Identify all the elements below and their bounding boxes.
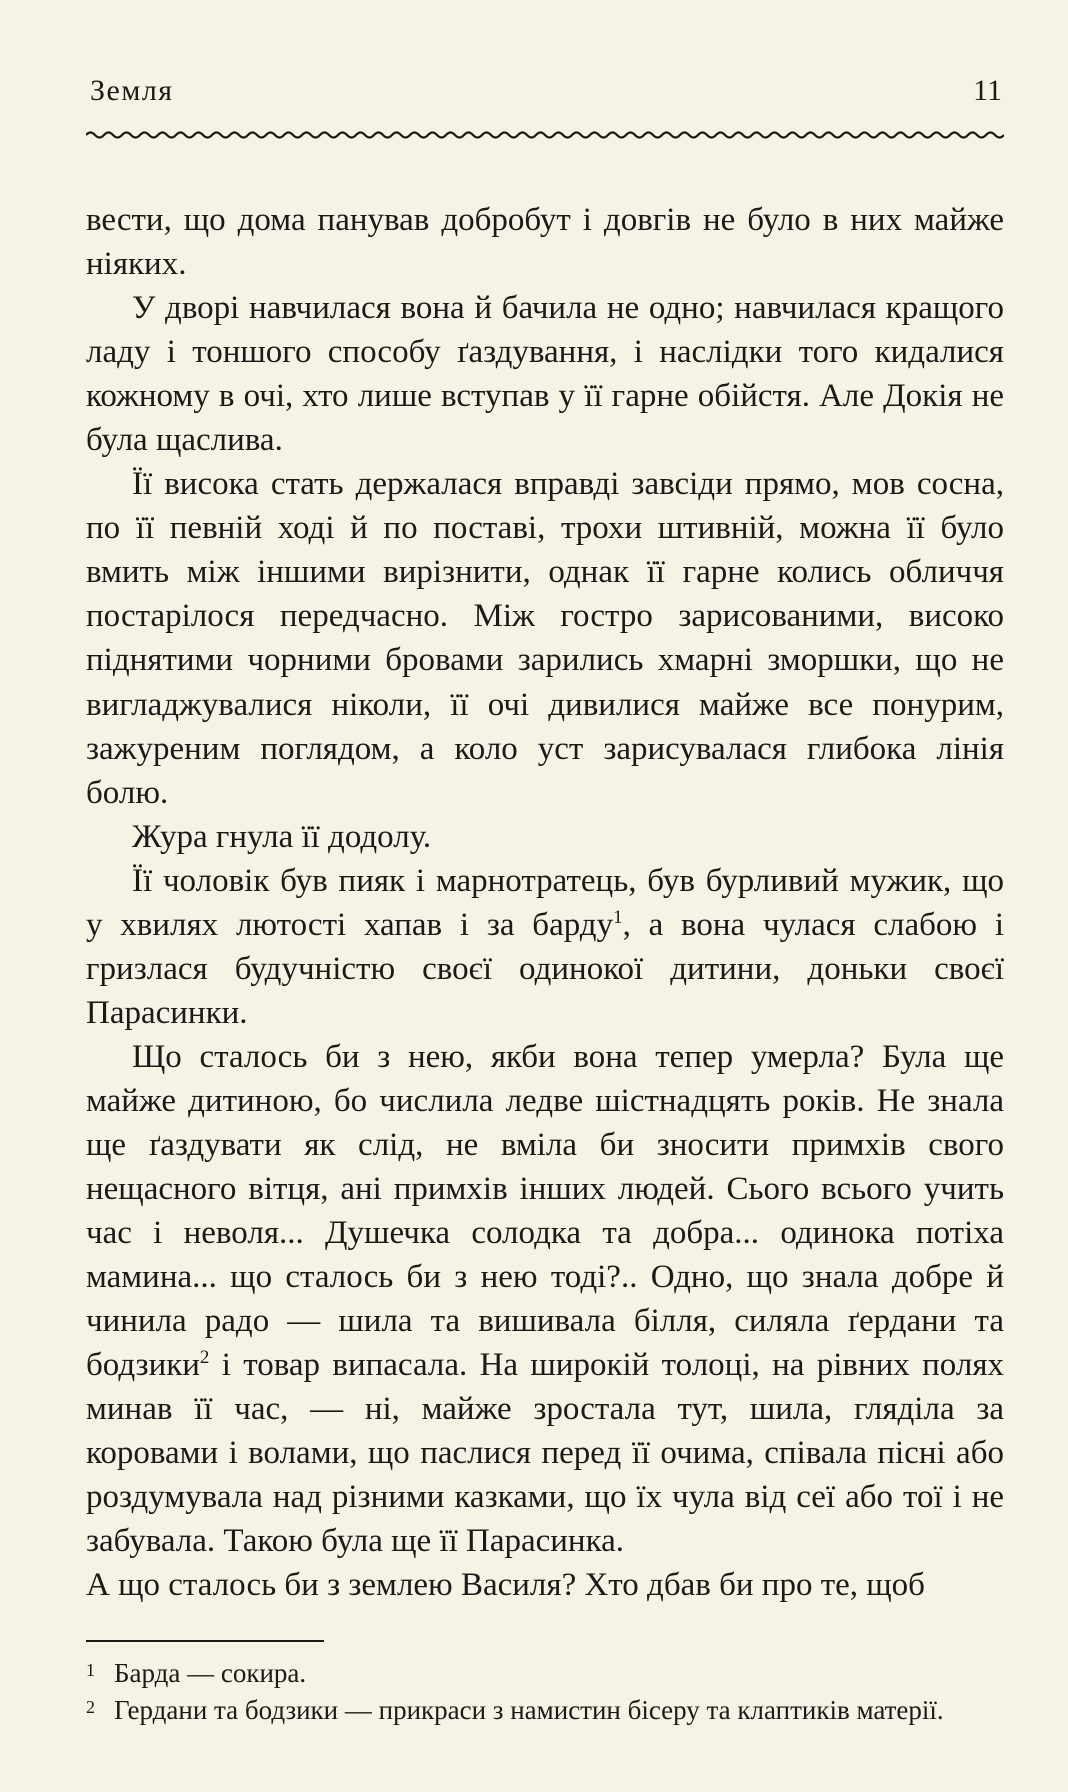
footnote-mark: 1 xyxy=(86,1660,95,1680)
footnotes xyxy=(86,1656,1004,1730)
paragraph-text: Що сталось би з нею, якби вона тепер умерла? Була ще майже дитиною, бо числила ледве шістнадцять років. Не знала ще ґаздувати як слід, не вміла би зносити примхів свого нещасного вітця, ані примхів інших людей. Сього всього учить час і неволя... Душечка солодка та добра... одинока потіха мамина... що сталось би з нею тоді?.. Одно, що знала добре й чинила радо — шила та вишивала білля, силяла ґердани та бодзики xyxy=(86,1038,1004,1384)
main-text xyxy=(86,198,1004,1608)
footnote-separator xyxy=(86,1640,324,1642)
footnote-reference: 2 xyxy=(199,1347,210,1369)
paragraph-text: і товар випасала. На широкій толоці, на рівних полях минав її час, — ні, майже зростала тут, шила, гляділа за коровами і волами, що паслися перед її очима, співала пісні або роздумувала над різними казками, що їх чула від сеї або тої і не забувала. Такою була ще її Парасинка. xyxy=(86,1347,1004,1560)
paragraph xyxy=(86,462,1004,814)
footnote-mark: 2 xyxy=(86,1697,95,1717)
page-number: 11 xyxy=(973,74,1002,107)
footnote xyxy=(86,1693,1004,1728)
footnote-reference: 1 xyxy=(613,906,623,928)
paragraph-text: вести, що дома панував добробут і довгів не було в них майже ніяких. xyxy=(86,202,1004,283)
paragraph-text: Її чоловік був пияк і марнотратець, був бурливий мужик, що у хвилях лютості хапав і за барду xyxy=(86,862,1004,943)
running-header xyxy=(90,74,1002,124)
paragraph xyxy=(86,815,1004,859)
footnote-text: Барда — сокира. xyxy=(114,1658,307,1688)
paragraph xyxy=(86,1563,1004,1607)
paragraph xyxy=(86,286,1004,462)
running-title: Земля xyxy=(90,74,174,107)
paragraph-text: Її висока стать держалася вправді завсіди прямо, мов сосна, по її певній ході й по поставі, трохи штивній, можна її було вмить між іншими вирізнити, однак її гарне колись обличчя постарілося передчасно. Між гостро зарисованими, високо піднятими чорними бровами зарились хмарні зморшки, що не вигладжувалися ніколи, її очі дивилися майже все понурим, зажуреним поглядом, а коло уст зарисувалася глибока лінія болю. xyxy=(86,466,1004,811)
paragraph-text: А що сталось би з землею Василя? Хто дбав би про те, щоб xyxy=(86,1567,925,1604)
paragraph-text: У дворі навчилася вона й бачила не одно; навчилася кращого ладу і тоншого способу ґаздування, і наслідки того кидалися кожному в очі, хто лише вступав у її гарне обійстя. Але Докія не була щаслива. xyxy=(86,290,1004,459)
footnote-text: Гердани та бодзики — прикраси з намистин бісеру та клаптиків матерії. xyxy=(114,1695,944,1725)
paragraph-text: Жура гнула її додолу. xyxy=(132,818,432,855)
paragraph xyxy=(86,198,1004,286)
paragraph xyxy=(86,1035,1004,1564)
footnote xyxy=(86,1656,1004,1691)
paragraph-text: , а вона чулася слабою і гризлася будучністю своєї одинокої дитини, доньки своєї Парасинки. xyxy=(86,906,1004,1031)
wavy-divider-ornament xyxy=(86,124,1004,146)
paragraph xyxy=(86,859,1004,1035)
